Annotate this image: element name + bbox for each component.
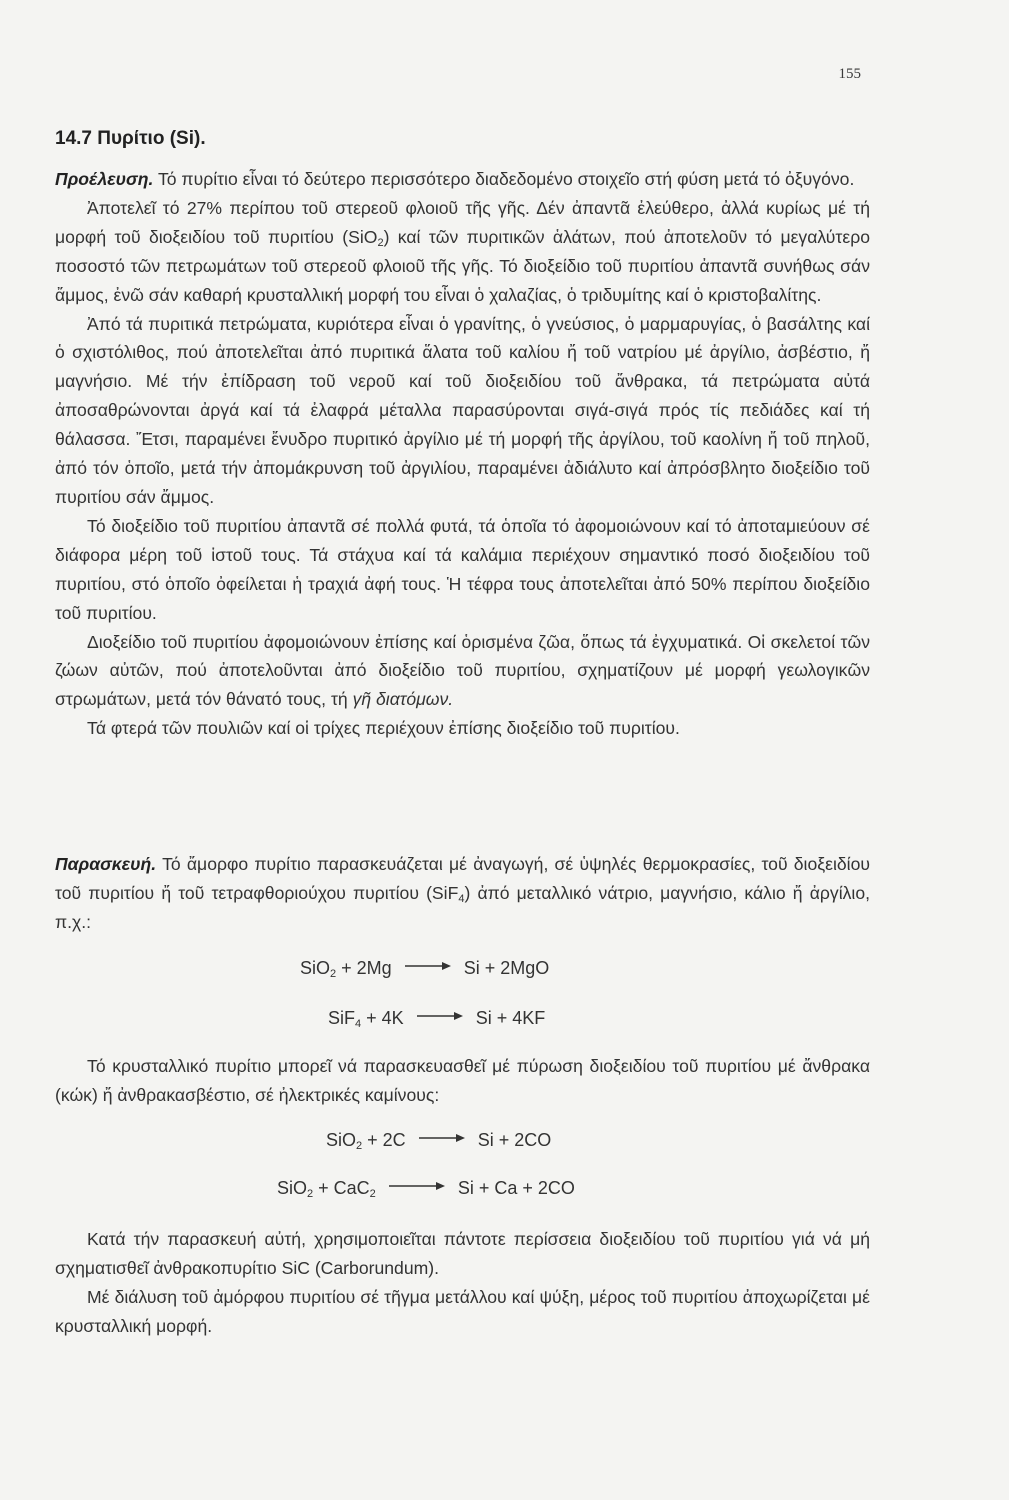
preparation-paragraph-3: Κατά τήν παρασκευή αὐτή, χρησιμοποιεῖται πάντοτε περίσσεια διοξειδίου τοῦ πυριτίου γιά νά μή σχηματισθεῖ ἀνθρακοπυρίτιο SiC (Carborundum). bbox=[55, 1229, 870, 1278]
occurrence-paragraph-2 bbox=[55, 194, 870, 310]
occurrence-p2-text-a: Ἀποτελεῖ τό 27% περίπου τοῦ στερεοῦ φλοιοῦ τῆς γῆς. Δέν ἀπαντᾶ ἐλεύθερο, ἀλλά κυρίως μέ τή μορφή τοῦ διοξειδίου τοῦ πυριτίου (SiO bbox=[55, 197, 870, 247]
reactant: SiO bbox=[277, 1178, 308, 1198]
occurrence-section bbox=[55, 165, 870, 743]
subscript: 2 bbox=[377, 236, 384, 249]
page-number: 155 bbox=[838, 66, 861, 82]
subscript: 2 bbox=[330, 968, 337, 980]
subscript: 2 bbox=[369, 1188, 376, 1200]
equation-sio2-mg bbox=[300, 958, 549, 979]
reactant: SiO bbox=[300, 958, 331, 978]
preparation-section-notes bbox=[55, 1225, 870, 1341]
occurrence-paragraph-3: Ἀπό τά πυριτικά πετρώματα, κυριότερα εἶναι ὁ γρανίτης, ὁ γνεύσιος, ὁ μαρμαρυγίας, ὁ βασάλτης καί ὁ σχιστόλιθος, πού ἀποτελεῖται ἀπό πυριτικά ἅλατα τοῦ καλίου ἤ τοῦ νατρίου μέ ἀργίλιο, ἀσβέστιο, ἤ μαγνήσιο. Μέ τήν ἐπίδραση τοῦ νεροῦ καί τοῦ διοξειδίου τοῦ ἄνθρακα, τά πετρώματα αὐτά ἀποσαθρώνονται ἀργά καί τά ἐλαφρά μέταλλα παρασύρονται σιγά-σιγά πρός τίς πεδιάδες καί τή θάλασσα. Ἔτσι, παραμένει ἔνυδρο πυριτικό ἀργίλιο μέ τή μορφή τῆς ἀργίλου, τοῦ καολίνη ἤ τοῦ πηλοῦ, ἀπό τόν ὁποῖο, μετά τήν ἀπομάκρυνση τοῦ ἀργιλίου, παραμένει ἀδιάλυτο καί ἀπρόσβλητο διοξείδιο τοῦ πυριτίου σάν ἄμμος. bbox=[55, 313, 870, 507]
occurrence-paragraph-6: Τά φτερά τῶν πουλιῶν καί οἱ τρίχες περιέχουν ἐπίσης διοξείδιο τοῦ πυριτίου. bbox=[87, 718, 680, 739]
subscript: 4 bbox=[355, 1018, 362, 1030]
preparation-paragraph-2: Τό κρυσταλλικό πυρίτιο μπορεῖ νά παρασκευασθεῖ μέ πύρωση διοξειδίου τοῦ πυριτίου μέ ἄνθρακα (κώκ) ἤ ἀνθρακασβέστιο, σέ ἠλεκτρικές καμίνους: bbox=[55, 1056, 870, 1105]
occurrence-paragraph-4: Τό διοξείδιο τοῦ πυριτίου ἀπαντᾶ σέ πολλά φυτά, τά ὁποῖα τό ἀφομοιώνουν καί τό ἀποταμιεύουν σέ διάφορα μέρη τοῦ ἱστοῦ τους. Τά στάχυα καί τά καλάμια περιέχουν σημαντικό ποσό διοξειδίου τοῦ πυριτίου, στό ὁποῖο ὀφείλεται ἡ τραχιά ἀφή τους. Ἡ τέφρα τους ἀποτελεῖται ἀπό 50% περίπου διοξείδιο τοῦ πυριτίου. bbox=[55, 515, 870, 623]
reactant: + 2C bbox=[362, 1130, 406, 1150]
reactant: + 4K bbox=[361, 1008, 404, 1028]
reaction-arrow-icon bbox=[389, 1179, 445, 1193]
product: Si + 4KF bbox=[475, 1008, 546, 1028]
subscript: 2 bbox=[356, 1140, 363, 1152]
preparation-p1-text-a: Τό ἄμορφο πυρίτιο παρασκευάζεται μέ ἀναγωγή, σέ ὑψηλές θερμοκρασίες, τοῦ διοξειδίου τοῦ πυριτίου ἤ τοῦ τετραφθοριούχου πυριτίου (SiF bbox=[55, 854, 870, 903]
reactant: SiO bbox=[326, 1130, 357, 1150]
subscript: 4 bbox=[458, 892, 465, 905]
occurrence-p2-text-b: ) καί τῶν πυριτικῶν ἁλάτων, πού ἀποτελοῦν τό μεγαλύτερο ποσοστό τῶν πετρωμάτων τοῦ στερεοῦ φλοιοῦ τῆς γῆς. Τό διοξείδιο τοῦ πυριτίου ἀπαντᾶ συνήθως σάν ἄμμος, ἐνῶ σάν καθαρή κρυσταλλική μορφή του εἶναι ὁ χαλαζίας, ὁ τριδυμίτης καί ὁ κριστοβαλίτης. bbox=[55, 226, 870, 305]
preparation-paragraph-4: Μέ διάλυση τοῦ ἀμόρφου πυριτίου σέ τῆγμα μετάλλου καί ψύξη, μέρος τοῦ πυριτίου ἀποχωρίζεται μέ κρυσταλλική μορφή. bbox=[55, 1286, 870, 1336]
reaction-arrow-icon bbox=[405, 959, 451, 973]
preparation-paragraph-1 bbox=[55, 850, 870, 937]
occurrence-paragraph-1 bbox=[55, 165, 870, 194]
product: Si + Ca + 2CO bbox=[457, 1178, 575, 1198]
reaction-arrow-icon bbox=[417, 1009, 463, 1023]
occurrence-paragraph-5 bbox=[55, 628, 870, 715]
product: Si + 2MgO bbox=[463, 958, 550, 978]
equation-sio2-c bbox=[326, 1130, 551, 1151]
preparation-p1-text-b: ) ἀπό μεταλλικό νάτριο, μαγνήσιο, κάλιο ἤ ἀργίλιο, π.χ.: bbox=[55, 882, 870, 932]
occurrence-p1-text: Τό πυρίτιο εἶναι τό δεύτερο περισσότερο διαδεδομένο στοιχεῖο στή φύση μετά τό ὀξυγόνο. bbox=[153, 169, 855, 189]
reactant: SiF bbox=[328, 1008, 355, 1028]
diatomaceous-earth-term: γῆ διατόμων. bbox=[352, 689, 454, 710]
equation-sif4-k bbox=[328, 1008, 545, 1029]
preparation-section-crystalline bbox=[55, 1052, 870, 1110]
occurrence-heading: Προέλευση. bbox=[55, 169, 154, 189]
product: Si + 2CO bbox=[477, 1130, 552, 1150]
reactant: + 2Mg bbox=[336, 958, 392, 978]
reaction-arrow-icon bbox=[419, 1131, 465, 1145]
preparation-heading: Παρασκευή. bbox=[55, 854, 157, 874]
preparation-section-intro bbox=[55, 850, 870, 937]
equation-sio2-cac2 bbox=[277, 1178, 575, 1199]
subscript: 2 bbox=[307, 1188, 314, 1200]
section-title: 14.7 Πυρίτιο (Si). bbox=[55, 128, 206, 149]
occurrence-p5-text: Διοξείδιο τοῦ πυριτίου ἀφομοιώνουν ἐπίσης καί ὁρισμένα ζῶα, ὅπως τά ἐγχυματικά. Οἱ σκελετοί τῶν ζώων αὐτῶν, πού ἀποτελοῦνται ἀπό διοξείδιο τοῦ πυριτίου, σχηματίζουν μέ μορφή γεωλογικῶν στρωμάτων, μετά τόν θάνατό τους, τή bbox=[55, 631, 870, 710]
reactant: + CaC bbox=[313, 1178, 370, 1198]
